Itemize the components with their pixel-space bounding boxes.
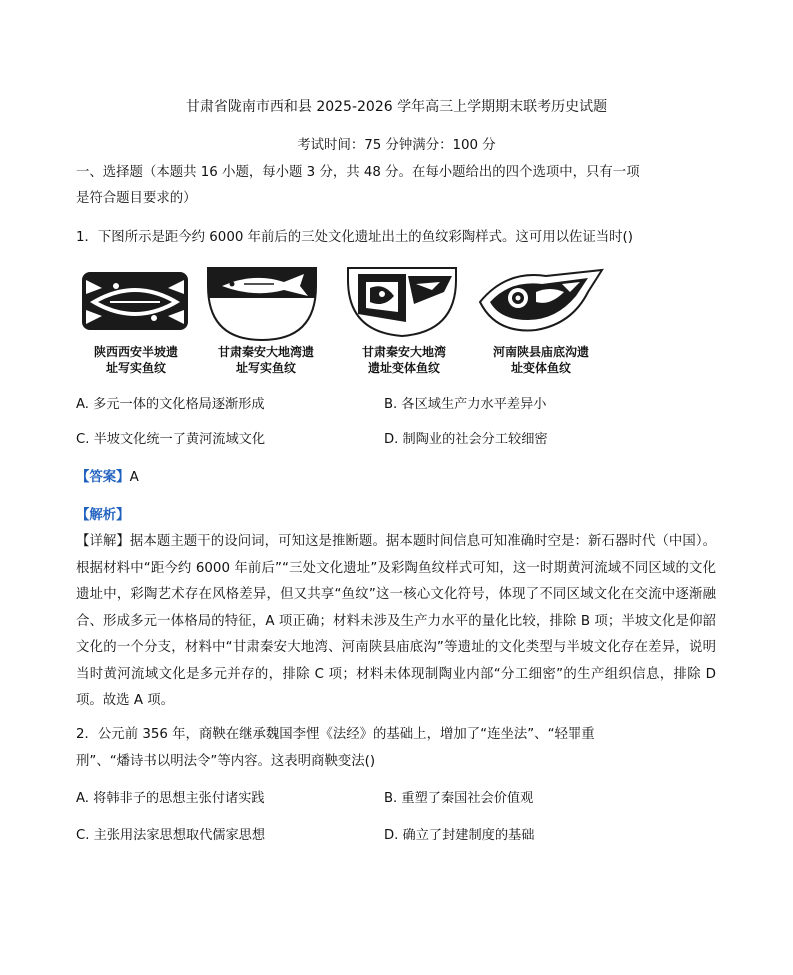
miaodigou-variant-fish-image [476,262,606,344]
q2-option-a: A. 将韩非子的思想主张付诸实践 [76,791,265,806]
question-2-stem-line2: 刑”、“燔诗书以明法令”等内容。这表明商鞅变法() [76,754,376,769]
banpo-fish-pattern-image [80,266,190,338]
question-1-stem: 1．下图所示是距今约 6000 年前后的三处文化遗址出土的鱼纹彩陶样式。这可用以佐证当时() [76,230,634,245]
figure-caption-4-line1: 河南陕县庙底沟遗 [492,345,589,359]
figure-caption-3-line2: 遗址变体鱼纹 [367,361,440,375]
section-heading-line1: 一、选择题（本题共 16 小题，每小题 3 分，共 48 分。在每小题给出的四个选项中，只有一项 [76,165,640,180]
answer-value: A [129,470,139,485]
figure-caption-3-line1: 甘肃秦安大地湾 [361,345,446,359]
page-title: 甘肃省陇南市西和县 2025-2026 学年高三上学期期末联考历史试题 [185,99,608,115]
figure-caption-2-line1: 甘肃秦安大地湾遗 [217,345,314,359]
figure-caption-4-line2: 址变体鱼纹 [510,361,571,375]
figure-caption-1-line1: 陕西西安半坡遗 [93,345,178,359]
figure-caption-2-line2: 址写实鱼纹 [235,361,296,375]
q1-analysis-heading [76,506,130,526]
q1-answer [76,468,139,488]
q1-analysis-text: 【详解】据本题主题干的设问词，可知这是推断题。据本题时间信息可知准确时空是：新石器时代（中国）。根据材料中“距今约 6000 年前后”“三处文化遗址”及彩陶鱼纹样式可知，这一时期黄河流域不同区域的文化遗址中，彩陶艺术存在风格差异，但又共享“鱼纹”这一核心文化符号，体现了不同区域文化在交流中逐渐融合、形成多元一体格局的特征，A 项正确；材料未涉及生产力水平的量化比较，排除 B 项；半坡文化是仰韶文化的一个分支，材料中“甘肃秦安大地湾、河南陕县庙底沟”等遗址的文化类型与半坡文化存在差异，说明当时黄河流域文化是多元并存的，排除 C 项；材料未体现制陶业内部“分工细密”的生产组织信息，排除 D 项。故选 A 项。 [76,534,716,708]
answer-tag: 【答案】 [76,470,130,485]
figure-caption-3 [344,344,464,376]
q1-option-c: C. 半坡文化统一了黄河流域文化 [76,432,266,447]
q1-option-b: B. 各区域生产力水平差异小 [384,397,547,412]
q2-option-d: D. 确立了封建制度的基础 [384,828,535,843]
pottery-figure [76,262,626,377]
q1-option-d: D. 制陶业的社会分工较细密 [384,432,548,447]
q2-option-c: C. 主张用法家思想取代儒家思想 [76,828,266,843]
q1-option-a: A. 多元一体的文化格局逐渐形成 [76,397,265,412]
figure-caption-2 [206,344,326,376]
figure-caption-1 [76,344,196,376]
dadiwan-realistic-fish-image [204,262,320,344]
analysis-tag: 【解析】 [76,508,130,523]
section-heading-line2: 是符合题目要求的） [76,191,197,206]
exam-info: 考试时间：75 分钟满分：100 分 [297,138,496,153]
dadiwan-variant-fish-image [344,262,460,344]
figure-caption-4 [478,344,604,376]
q2-option-b: B. 重塑了秦国社会价值观 [384,791,534,806]
figure-caption-1-line2: 址写实鱼纹 [105,361,166,375]
question-2-stem-line1: 2．公元前 356 年，商鞅在继承魏国李悝《法经》的基础上，增加了“连坐法”、“轻罪重 [76,727,595,742]
